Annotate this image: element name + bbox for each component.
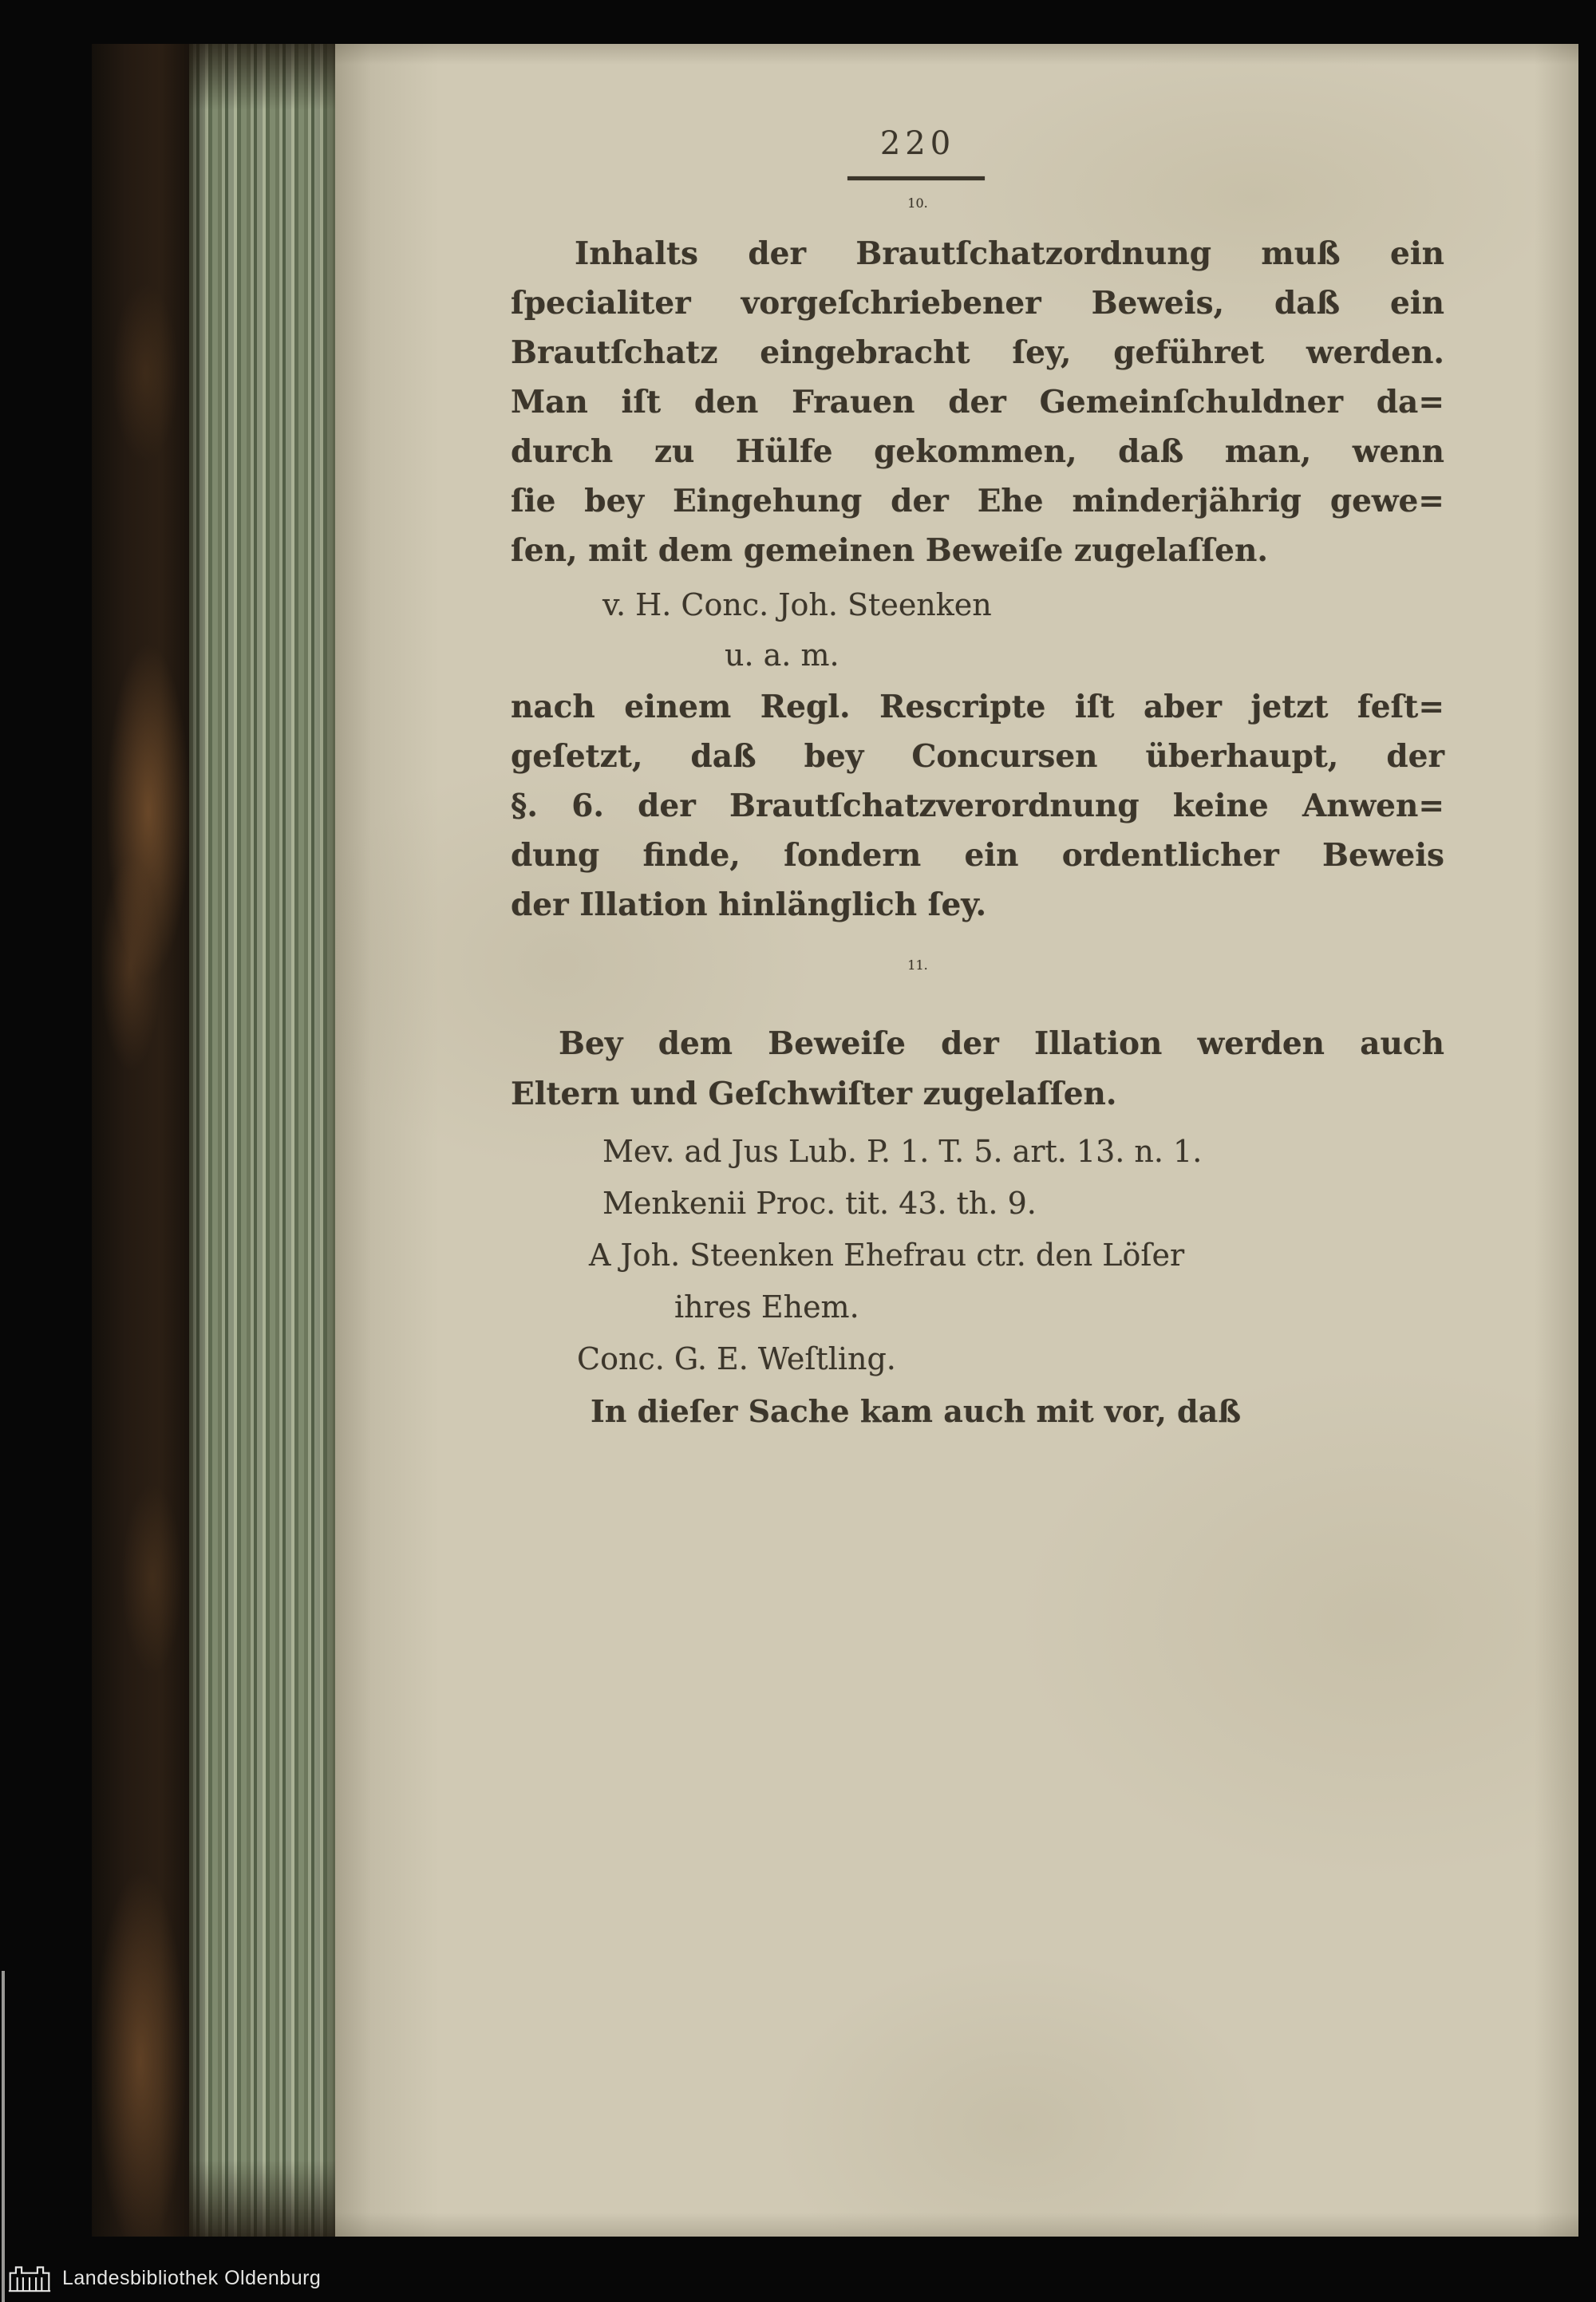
- citation-line: A Joh. Steenken Ehefrau ctr. den Löſer: [589, 1238, 1185, 1273]
- text-line: ſen, mit dem gemeinen Beweiſe zugelaſſen.: [511, 532, 1268, 569]
- section-10-paragraph-2: [511, 682, 1444, 930]
- book-scan: [92, 44, 1578, 2237]
- citation-line: u. a. m.: [725, 638, 839, 673]
- section-10-paragraph-1: [511, 229, 1444, 575]
- citation-line: Mev. ad Jus Lub. P. 1. T. 5. art. 13. n. 1.: [602, 1134, 1203, 1169]
- text-line: der Illation hinlänglich ſey.: [511, 886, 987, 923]
- library-watermark: [8, 2262, 321, 2294]
- text-line: Brautſchatz eingebracht ſey, geführet werden.: [511, 334, 1444, 371]
- text-line: Eltern und Geſchwiſter zugelaſſen.: [511, 1076, 1117, 1112]
- text-line: Inhalts der Brautſchatzordnung muß ein: [575, 235, 1444, 272]
- library-logo-icon: [8, 2264, 51, 2292]
- citation-line: v. H. Conc. Joh. Steenken: [602, 587, 992, 622]
- book-spine: [92, 44, 189, 2237]
- page-number-rule: [847, 176, 985, 180]
- page-number-block: [511, 125, 1325, 162]
- scanner-edge-artifact: [2, 1971, 5, 2302]
- text-line: §. 6. der Brautſchatzverordnung keine Anwen=: [511, 788, 1444, 824]
- text-line: dung finde, ſondern ein ordentlicher Beweis: [511, 837, 1444, 874]
- book-page: [335, 44, 1578, 2237]
- section-11-citations: [511, 1126, 1444, 1437]
- text-line: Bey dem Beweiſe der Illation werden auch: [559, 1025, 1444, 1062]
- text-line: Man iſt den Frauen der Gemeinſchuldner da=: [511, 384, 1444, 421]
- section-10-heading: 10.: [907, 195, 928, 211]
- citation-line: Conc. G. E. Weſtling.: [577, 1341, 896, 1376]
- text-line: durch zu Hülfe gekommen, daß man, wenn: [511, 433, 1444, 470]
- page-number: 220: [879, 125, 956, 162]
- page-block-edges: [189, 44, 335, 2237]
- text-line: ſpecialiter vorgeſchriebener Beweis, daß ein: [511, 285, 1444, 322]
- text-line: nach einem Regl. Rescripte iſt aber jetzt feſt=: [511, 689, 1444, 725]
- section-10-citations: [511, 580, 1444, 681]
- text-line: geſetzt, daß bey Concursen überhaupt, der: [511, 738, 1444, 775]
- section-11-heading: 11.: [907, 958, 928, 973]
- library-watermark-label: Landesbibliothek Oldenburg: [62, 2266, 322, 2289]
- section-11-paragraph-1: [511, 1019, 1444, 1119]
- citation-line: Menkenii Proc. tit. 43. th. 9.: [602, 1186, 1037, 1221]
- citation-line: ihres Ehem.: [674, 1289, 859, 1325]
- text-line: In dieſer Sache kam auch mit vor, daß: [591, 1393, 1242, 1429]
- text-line: ſie bey Eingehung der Ehe minderjährig gewe=: [511, 483, 1444, 519]
